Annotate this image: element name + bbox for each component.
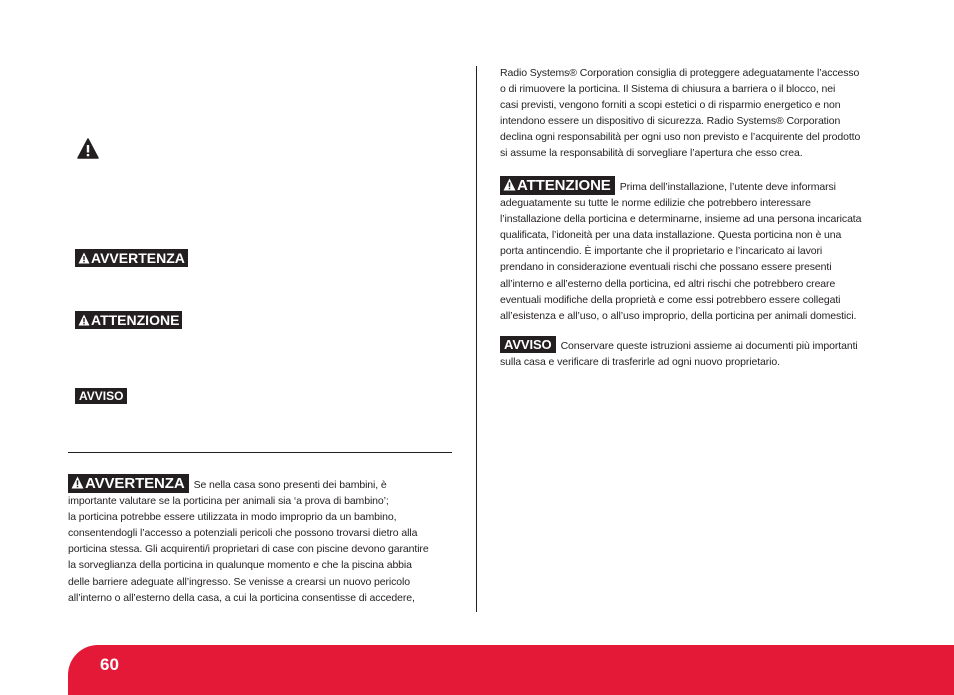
paragraph-line: prendano in considerazione eventuali rischi che possano essere presenti <box>500 261 832 274</box>
avviso-inline-label <box>500 336 556 353</box>
column-divider <box>476 66 477 612</box>
avvertenza-label-text: AVVERTENZA <box>91 250 185 266</box>
paragraph-line: delle barriere adeguate all’ingresso. Se venisse a crearsi un nuovo pericolo <box>68 575 411 588</box>
page-number: 60 <box>100 655 119 674</box>
paragraph-line: declina ogni responsabilità per ogni uso non previsto e l’acquirente del prodotto <box>500 131 861 144</box>
paragraph-line: si assume la responsabilità di sorvegliare l’apertura che esso crea. <box>500 147 803 160</box>
warning-paragraph-lead: Se nella casa sono presenti dei bambini, è <box>193 479 387 491</box>
paragraph-line: Radio Systems® Corporation consiglia di proteggere adeguatamente l’accesso <box>500 67 860 79</box>
warning-paragraph <box>68 474 468 606</box>
warning-triangle-icon <box>77 138 99 160</box>
paragraph-line: eventuali modifiche della proprietà e come essi potrebbero essere collegati <box>500 293 841 306</box>
paragraph-line: porticina stessa. Gli acquirenti/i proprietari di case con piscine devono garantire <box>68 543 429 556</box>
avviso-label-text: AVVISO <box>79 389 124 403</box>
notice-paragraph-first-line <box>500 336 920 354</box>
paragraph-line: porta antincendio. È importante che il proprietario e l’incaricato ai lavori <box>500 245 823 258</box>
warning-triangle-icon <box>78 314 90 326</box>
paragraph-line: importante valutare se la porticina per animali sia ‘a prova di bambino’; <box>68 495 389 508</box>
attenzione-inline-label <box>500 176 615 195</box>
warning-triangle-icon <box>78 252 90 264</box>
paragraph-line: all’interno o all’esterno della casa, a cui la porticina consentisse di accedere, <box>68 591 415 604</box>
caution-paragraph-first-line <box>500 176 920 195</box>
avviso-inline-label-text: AVVISO <box>504 337 552 352</box>
warning-triangle-icon <box>503 178 516 191</box>
attenzione-label <box>75 311 182 329</box>
avvertenza-inline-label <box>68 474 189 493</box>
footer-bar <box>68 645 954 695</box>
notice-paragraph <box>500 336 920 370</box>
paragraph-line: sulla casa e verificare di trasferirle ad ogni nuovo proprietario. <box>500 356 780 369</box>
warning-triangle-icon <box>71 476 84 489</box>
section-divider <box>68 452 452 453</box>
paragraph-line: la porticina potrebbe essere utilizzata in modo improprio da un bambino, <box>68 511 397 524</box>
paragraph-line: la sorveglianza della porticina in qualunque momento e che la piscina abbia <box>68 559 412 572</box>
paragraph-line: adeguatamente su tutte le norme edilizie che potrebbero interessare <box>500 197 811 210</box>
avviso-label <box>75 388 127 404</box>
avvertenza-inline-label-text: AVVERTENZA <box>85 475 185 492</box>
paragraph-line: o di rimuovere la porticina. Il Sistema di chiusura a barriera o il blocco, nei <box>500 83 836 96</box>
paragraph-line: intendono essere un dispositivo di sicurezza. Radio Systems® Corporation <box>500 115 841 128</box>
paragraph-line: consentendogli l’accesso a potenziali pericoli che possono trovarsi dietro alla <box>68 527 418 540</box>
intro-paragraph <box>500 65 920 162</box>
avvertenza-label <box>75 249 188 267</box>
paragraph-line: all’interno e all’esterno della porticina, ed altri rischi che potrebbero creare <box>500 277 836 290</box>
paragraph-line: qualificata, l’idoneità per una data installazione. Questa porticina non è una <box>500 229 842 242</box>
caution-paragraph-lead: Prima dell’installazione, l’utente deve informarsi <box>619 181 836 193</box>
paragraph-line: all’esistenza e all’uso, o all’uso improprio, della porticina per animali domestici. <box>500 309 857 322</box>
paragraph-line: l’installazione della porticina e determinarne, insieme ad una persona incaricata <box>500 213 862 226</box>
caution-paragraph <box>500 176 920 324</box>
notice-paragraph-lead: Conservare queste istruzioni assieme ai documenti più importanti <box>560 340 858 352</box>
attenzione-label-text: ATTENZIONE <box>91 312 180 328</box>
warning-paragraph-first-line <box>68 474 468 493</box>
paragraph-line: casi previsti, vengono forniti a scopi estetici o di risparmio energetico e non <box>500 99 841 112</box>
attenzione-inline-label-text: ATTENZIONE <box>517 177 611 194</box>
